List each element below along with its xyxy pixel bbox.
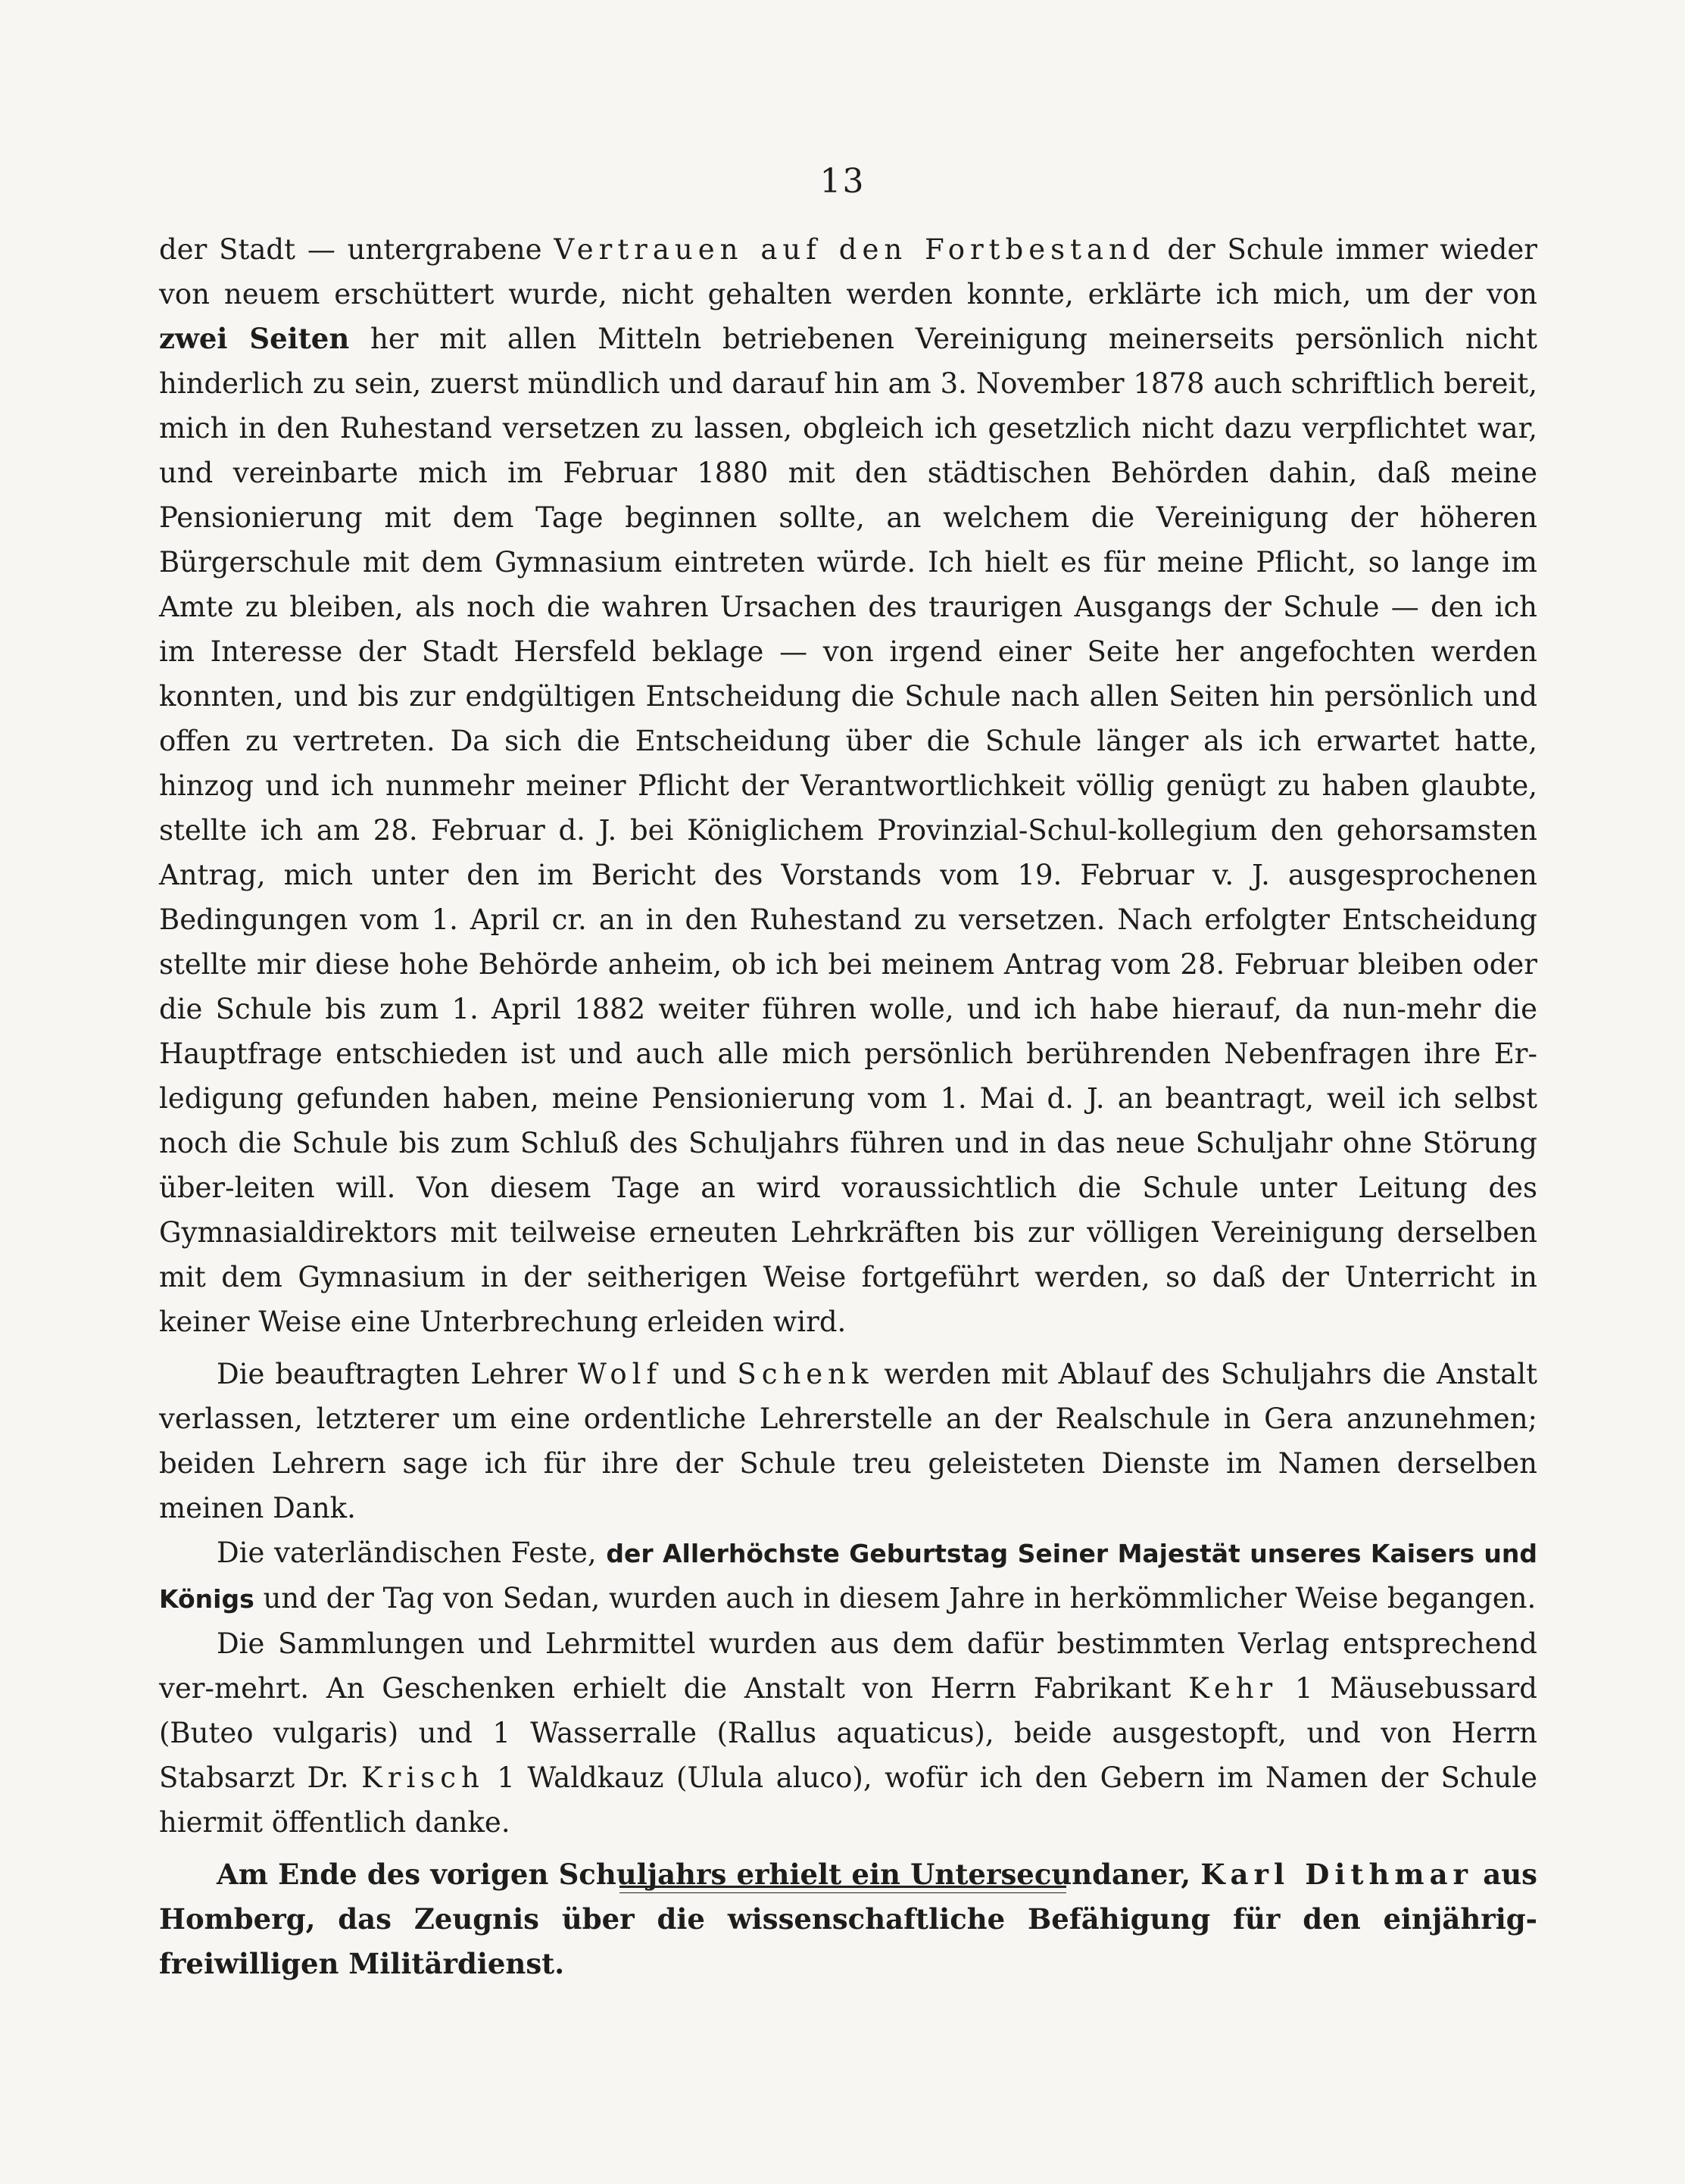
p4-text-e: 1 Waldkauz (Ulula aluco), wofür ich den Gebern im Namen der Schule hiermit öffentlich danke. bbox=[159, 1761, 1537, 1839]
p5-name-dithmar: Karl Dithmar bbox=[1200, 1858, 1474, 1891]
closing-rule-thin bbox=[619, 1892, 1066, 1893]
paragraph-3 bbox=[159, 1530, 1537, 1621]
p1-text-a: der Stadt — untergrabene bbox=[159, 233, 554, 266]
p2-name-schenk: Schenk bbox=[737, 1358, 874, 1390]
p2-text-c: und bbox=[662, 1358, 738, 1390]
closing-rule-thick bbox=[619, 1886, 1066, 1888]
p2-name-wolf: Wolf bbox=[577, 1358, 663, 1390]
p5-text-a: Am Ende des vorigen Schuljahrs erhielt ein Untersecundaner, bbox=[217, 1858, 1201, 1891]
body-text bbox=[159, 227, 1537, 1986]
page-number: 13 bbox=[819, 162, 866, 201]
p1-text-c: der Schule immer wieder von neuem erschüttert wurde, nicht gehalten werden konnte, erklärte ich mich, um der von bbox=[159, 233, 1537, 310]
paragraph-4 bbox=[159, 1621, 1537, 1845]
p4-name-kehr: Kehr bbox=[1188, 1672, 1278, 1705]
p3-text-a: Die vaterländischen Feste, bbox=[217, 1537, 607, 1569]
p5-text-c: aus Homberg, das Zeugnis über die wissenschaftliche Befähigung für den einjährig-freiwilligen Militärdienst. bbox=[159, 1858, 1537, 1980]
p3-text-c: und der Tag von Sedan, wurden auch in diesem Jahre in herkömmlicher Weise begangen. bbox=[254, 1582, 1537, 1615]
paragraph-2 bbox=[159, 1352, 1537, 1530]
p2-text-e: werden mit Ablauf des Schuljahrs die Anstalt verlassen, letzterer um eine ordentliche Lehrerstelle an der Realschule in Gera anzunehmen; beiden Lehrern sage ich für ihre der Schule treu geleisteten Dienste im Namen derselben meinen Dank. bbox=[159, 1358, 1537, 1524]
paragraph-1 bbox=[159, 227, 1537, 1344]
p4-text-a: Die Sammlungen und Lehrmittel wurden aus dem dafür bestimmten Verlag entsprechend ver-mehrt. An Geschenken erhielt die Anstalt von Herrn Fabrikant bbox=[159, 1627, 1537, 1705]
p2-text-a: Die beauftragten Lehrer bbox=[217, 1358, 578, 1390]
p4-text-c: 1 Mäusebussard (Buteo vulgaris) und 1 Wasserralle (Rallus aquaticus), beide ausgestopft, und von Herrn Stabsarzt Dr. bbox=[159, 1672, 1537, 1794]
p1-emphasis-vertrauen: Vertrauen auf den Fortbestand bbox=[554, 233, 1156, 266]
p1-text-e: her mit allen Mitteln betriebenen Vereinigung meinerseits persönlich nicht hinderlich zu sein, zuerst mündlich und darauf hin am 3. November 1878 auch schriftlich bereit, mich in den Ruhestand versetzen zu lassen, obgleich ich gesetzlich nicht dazu verpflichtet war, und vereinbarte mich im Februar 1880 mit den städtischen Behörden dahin, daß meine Pensionierung mit dem Tage beginnen sollte, an welchem die Vereinigung der höheren Bürgerschule mit dem Gymnasium eintreten würde. Ich hielt es für meine Pflicht, so lange im Amte zu bleiben, als noch die wahren Ursachen des traurigen Ausgangs der Schule — den ich im Interesse der Stadt Hersfeld beklage — von irgend einer Seite her angefochten werden konnten, und bis zur endgültigen Entscheidung die Schule nach allen Seiten hin persönlich und offen zu vertreten. Da sich die Entscheidung über die Schule länger als ich erwartet hatte, hinzog und ich nunmehr meiner Pflicht der Verantwortlichkeit völlig genügt zu haben glaubte, stellte ich am 28. Februar d. J. bei Königlichem Provinzial-Schul-kollegium den gehorsamsten Antrag, mich unter den im Bericht des Vorstands vom 19. Februar v. J. ausgesprochenen Bedingungen vom 1. April cr. an in den Ruhestand zu versetzen. Nach erfolgter Entscheidung stellte mir diese hohe Behörde anheim, ob ich bei meinem Antrag vom 28. Februar bleiben oder die Schule bis zum 1. April 1882 weiter führen wolle, und ich habe hierauf, da nun-mehr die Hauptfrage entschieden ist und auch alle mich persönlich berührenden Nebenfragen ihre Er-ledigung gefunden haben, meine Pensionierung vom 1. Mai d. J. an beantragt, weil ich selbst noch die Schule bis zum Schluß des Schuljahrs führen und in das neue Schuljahr ohne Störung über-leiten will. Von diesem Tage an wird voraussichtlich die Schule unter Leitung des Gymnasialdirektors mit teilweise erneuten Lehrkräften bis zur völligen Vereinigung derselben mit dem Gymnasium in der seitherigen Weise fortgeführt werden, so daß der Unterricht in keiner Weise eine Unterbrechung erleiden wird. bbox=[159, 323, 1537, 1338]
paragraph-5 bbox=[159, 1852, 1537, 1986]
p3-emphasis-geburtstag: der Allerhöchste Geburtstag Seiner Majestät unseres Kaisers und Königs bbox=[159, 1539, 1537, 1614]
p4-name-krisch: Krisch bbox=[361, 1761, 485, 1794]
p1-emphasis-zwei-seiten: zwei Seiten bbox=[159, 322, 350, 355]
